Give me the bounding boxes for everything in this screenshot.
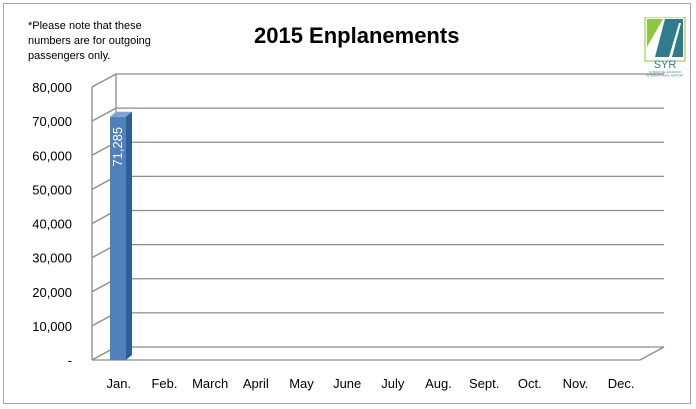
logo-subtext-2: INTERNATIONAL AIRPORT	[646, 73, 684, 77]
gridlines	[92, 74, 664, 360]
y-tick-label: 70,000	[32, 114, 72, 130]
y-tick-label: 80,000	[32, 80, 72, 95]
y-tick-label: 60,000	[32, 148, 72, 164]
x-tick-label: Aug.	[425, 376, 452, 391]
x-tick-label: April	[242, 376, 269, 391]
y-tick-labels	[32, 80, 72, 368]
x-tick-label: Nov.	[562, 376, 589, 391]
x-tick-label: Dec.	[607, 376, 635, 391]
bar-data-label: 71,285	[110, 126, 125, 167]
logo-subtext-1: SYRACUSE HANCOCK	[648, 70, 682, 74]
y-tick-label: 50,000	[32, 182, 72, 198]
passenger-note: *Please note that these numbers are for outgoing passengers only.	[28, 20, 151, 62]
x-tick-label: Sept.	[468, 376, 500, 391]
floor-edge	[640, 347, 664, 360]
chart-title: 2015 Enplanements	[254, 23, 460, 48]
bar-side	[126, 112, 132, 360]
y-tick-label: 10,000	[32, 318, 72, 334]
x-tick-label: Feb.	[151, 376, 178, 391]
y-tick-label: 30,000	[32, 250, 72, 266]
gridline-side	[92, 74, 116, 87]
axes	[92, 74, 664, 360]
y-tick-label: 20,000	[32, 284, 72, 300]
y-tick-label: 40,000	[32, 216, 72, 232]
x-tick-labels	[107, 376, 635, 391]
x-tick-label: Jan.	[106, 376, 132, 391]
x-tick-label: Oct.	[517, 376, 542, 391]
x-tick-label: July	[381, 376, 405, 391]
x-tick-label: May	[289, 376, 314, 391]
x-tick-label: June	[333, 376, 362, 391]
x-tick-label: March	[192, 376, 229, 391]
bars	[110, 112, 132, 360]
y-tick-label: -	[67, 353, 72, 368]
logo-text: SYR	[653, 59, 677, 71]
